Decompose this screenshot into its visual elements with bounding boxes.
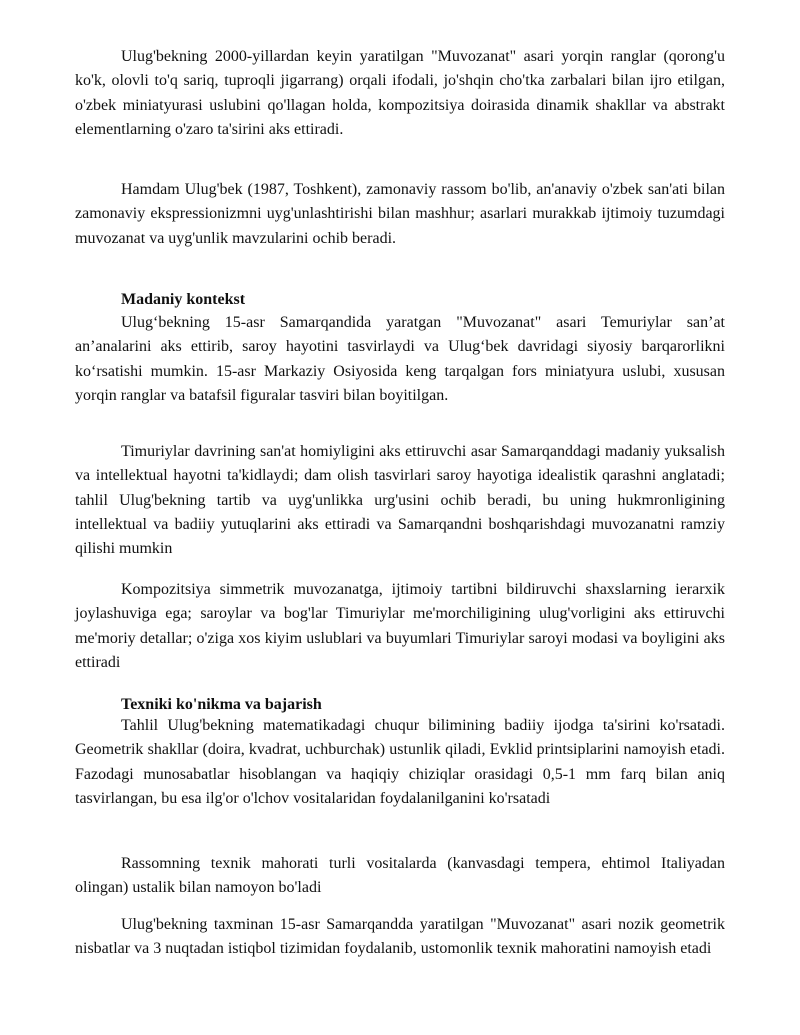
- paragraph-muvozanat-description: Ulug'bekning 2000-yillardan keyin yaratilgan "Muvozanat" asari yorqin ranglar (qorong'u ko'k, olovli to'q sariq, tuproqli jigarrang) orqali ifodali, jo'shqin cho'tka zarbalari bilan ijro etilgan, o'zbek miniatyurasi uslubini qo'llagan holda, kompozitsiya doirasida dinamik shakllar va abstrakt elementlarning o'zaro ta'sirini aks ettiradi.: [75, 48, 725, 138]
- paragraph-cultural-context-2: Timuriylar davrining san'at homiyligini aks ettiruvchi asar Samarqanddagi madaniy yuksalish va intellektual hayotni ta'kidlaydi; dam olish tasvirlari saroy hayotiga idealistik qarashni anglatadi; tahlil Ulug'bekning tartib va uyg'unlikka urg'usini ochib beradi, bu uning hukmronligining intellektual va badiiy yutuqlarini aks ettiradi va Samarqandni boshqarishdagi muvozanatni ramziy qilishi mumkin: [75, 443, 725, 558]
- paragraph-technical-skill-1: Tahlil Ulug'bekning matematikadagi chuqur bilimining badiiy ijodga ta'sirini ko'rsatadi. Geometrik shakllar (doira, kvadrat, uchburchak) ustunlik qiladi, Evklid printsiplarini namoyish etadi. Fazodagi munosabatlar hisoblangan va haqiqiy chiziqlar orasidagi 0,5-1 mm farq bilan aniq tasvirlangan, bu esa ilg'or o'lchov vositalaridan foydalanilganini ko'rsatadi: [75, 717, 725, 807]
- paragraph-technical-skill-2: Rassomning texnik mahorati turli vositalarda (kanvasdagi tempera, ehtimol Italiyadan olingan) ustalik bilan namoyon bo'ladi: [75, 855, 725, 897]
- paragraph-cultural-context-3: Kompozitsiya simmetrik muvozanatga, ijtimoiy tartibni bildiruvchi shaxslarning ierarxik joylashuviga ega; saroylar va bog'lar Timuriylar me'morchiligining ulug'vorligini aks ettiruvchi me'moriy detallar; o'ziga xos kiyim uslublari va buyumlari Timuriylar saroyi modasi va boyligini aks ettiradi: [75, 581, 725, 671]
- paragraph-artist-bio: Hamdam Ulug'bek (1987, Toshkent), zamonaviy rassom bo'lib, an'anaviy o'zbek san'ati bilan zamonaviy ekspressionizmni uyg'unlashtirishi bilan mashhur; asarlari murakkab ijtimoiy tuzumdagi muvozanat va uyg'unlik mavzularini ochib beradi.: [75, 181, 725, 247]
- paragraph-cultural-context-1: Ulug‘bekning 15-asr Samarqandida yaratgan "Muvozanat" asari Temuriylar san’at an’analarini aks ettirib, saroy hayotini tasvirlaydi va Ulug‘bek davridagi siyosiy barqarorlikni ko‘rsatishi mumkin. 15-asr Markaziy Osiyosida keng tarqalgan fors miniatyura uslubi, xususan yorqin ranglar va batafsil figuralar tasviri bilan boyitilgan.: [75, 314, 725, 404]
- heading-cultural-context: Madaniy kontekst: [121, 291, 246, 308]
- heading-technical-skill: Texniki ko'nikma va bajarish: [121, 696, 322, 713]
- paragraph-technical-skill-3: Ulug'bekning taxminan 15-asr Samarqandda yaratilgan "Muvozanat" asari nozik geometrik nisbatlar va 3 nuqtadan istiqbol tizimidan foydalanib, ustomonlik texnik mahoratini namoyish etadi: [75, 916, 725, 958]
